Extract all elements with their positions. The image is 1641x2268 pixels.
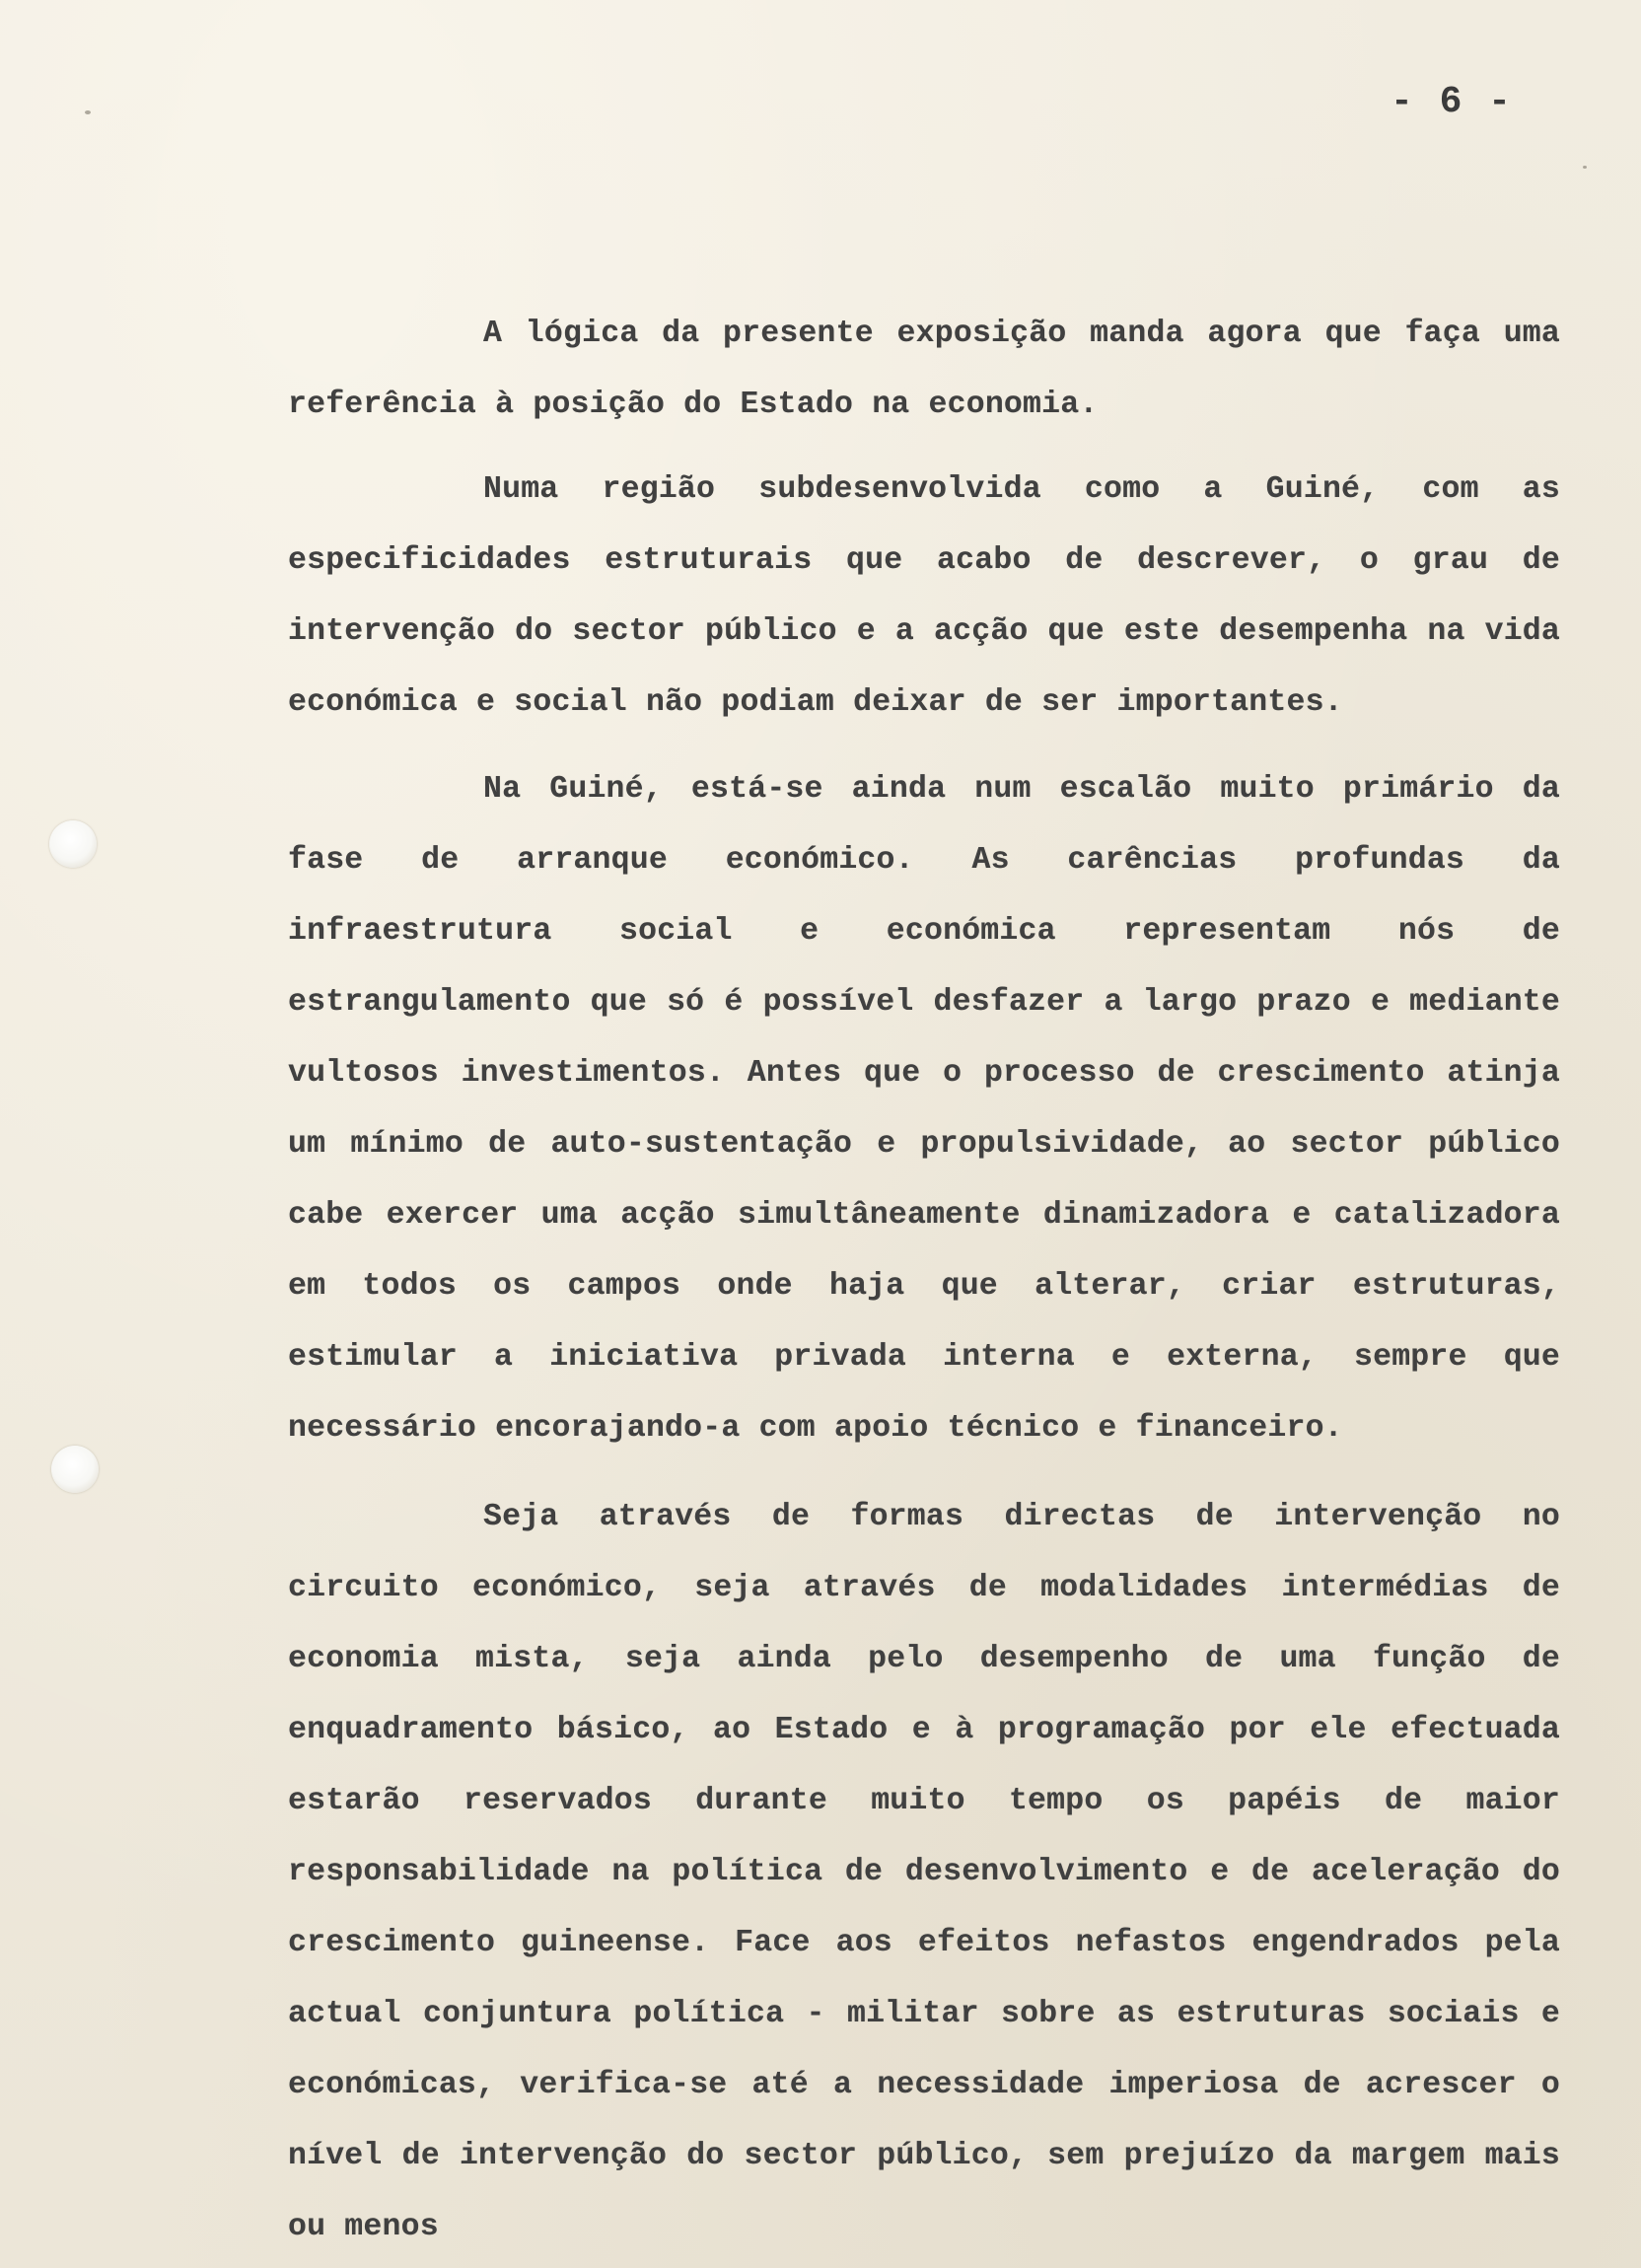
paper-speck <box>85 110 91 114</box>
paragraph: Numa região subdesenvolvida como a Guiné, com as especificidades estruturais que acabo de descrever, o grau de intervenção do sector público e a acção que este desempenha na vida económica e social não podiam deixar de ser importantes. <box>288 472 1560 720</box>
paragraph: Na Guiné, está-se ainda num escalão muito primário da fase de arranque económico. As carências profundas da infraestrutura social e económica representam nós de estrangulamento que só é possível desfazer a largo prazo e mediante vultosos investimentos. Antes que o processo de crescimento atinja um mínimo de auto-sustentação e propulsividade, ao sector público cabe exercer uma acção simultâneamente dinamizadora e catalizadora em todos os campos onde haja que alterar, criar estruturas, estimular a iniciativa privada interna e externa, sempre que necessário encorajando-a com apoio técnico e financeiro. <box>288 772 1560 1446</box>
document-body <box>288 299 1560 2268</box>
punch-hole <box>49 820 97 868</box>
paper-speck <box>1583 166 1587 169</box>
paragraph: A lógica da presente exposição manda agora que faça uma referência à posição do Estado na economia. <box>288 317 1560 422</box>
punch-hole <box>51 1446 99 1493</box>
paragraph: Seja através de formas directas de intervenção no circuito económico, seja através de modalidades intermédias de economia mista, seja ainda pelo desempenho de uma função de enquadramento básico, ao Estado e à programação por ele efectuada estarão reservados durante muito tempo os papéis de maior responsabilidade na política de desenvolvimento e de aceleração do crescimento guineense. Face aos efeitos nefastos engendrados pela actual conjuntura política - militar sobre as estruturas sociais e económicas, verifica-se até a necessidade imperiosa de acrescer o nível de intervenção do sector público, sem prejuízo da margem mais ou menos <box>288 1500 1560 2244</box>
page-number: - 6 - <box>1390 81 1513 123</box>
